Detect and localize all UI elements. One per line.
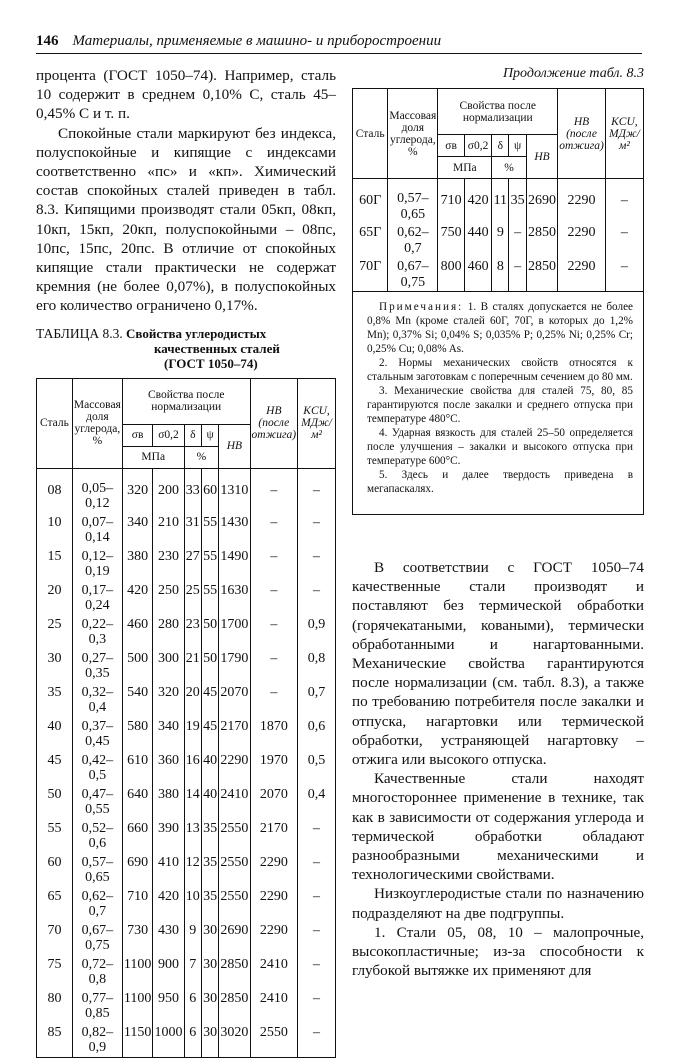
cell-steel: 08	[37, 468, 73, 513]
cell-carbon	[72, 468, 122, 513]
header-hb-annealed: HB (после отжига)	[250, 378, 298, 468]
carbon-min: 0,57–	[397, 191, 429, 206]
cell-carbon	[72, 649, 122, 683]
cell-sigma-b: 1150	[122, 1023, 152, 1058]
table-title-line-1: Свойства углеродистых	[126, 325, 267, 341]
cell-sigma-b: 580	[122, 717, 152, 751]
carbon-min: 0,57–	[81, 854, 114, 870]
cell-hb-annealed: 2290	[558, 223, 606, 257]
cell-psi: 40	[201, 751, 218, 785]
cell-psi: 45	[201, 683, 218, 717]
right-paragraph-3: Низкоуглеродистые стали по назначению подразделяют на две подгруппы.	[352, 885, 644, 922]
header-carbon: Массовая доля углерода, %	[388, 89, 438, 179]
cell-steel: 50	[37, 785, 73, 819]
cell-hb: 2690	[219, 921, 250, 955]
cell-sigma-02: 430	[153, 921, 184, 955]
cell-sigma-02: 230	[153, 547, 184, 581]
cell-hb-annealed: –	[250, 615, 298, 649]
cell-hb-annealed: 2290	[250, 887, 298, 921]
table-row	[37, 581, 336, 615]
note-3: 3. Механические свойства для сталей 75, 80, 85 гарантируются после закалки и среднего отпуска при температуре 480°С.	[367, 385, 633, 425]
cell-sigma-02: 1000	[153, 1023, 184, 1058]
cell-steel: 45	[37, 751, 73, 785]
cell-hb: 2290	[219, 751, 250, 785]
carbon-min: 0,67–	[397, 259, 429, 274]
carbon-min: 0,22–	[81, 616, 114, 632]
cell-hb-annealed: 2070	[250, 785, 298, 819]
cell-sigma-b: 540	[122, 683, 152, 717]
cell-hb: 1700	[219, 615, 250, 649]
cell-carbon	[72, 887, 122, 921]
cell-hb-annealed: –	[250, 649, 298, 683]
cell-psi: –	[509, 257, 526, 292]
header-steel: Сталь	[353, 89, 388, 179]
cell-sigma-02: 360	[153, 751, 184, 785]
cell-sigma-02: 250	[153, 581, 184, 615]
carbon-min: 0,47–	[81, 786, 114, 802]
header-percent: %	[492, 157, 527, 179]
carbon-min: 0,72–	[81, 956, 114, 972]
cell-sigma-b: 640	[122, 785, 152, 819]
table-row	[37, 547, 336, 581]
carbon-min: 0,32–	[81, 684, 114, 700]
cell-sigma-b: 460	[122, 615, 152, 649]
cell-hb: 2690	[526, 179, 557, 224]
right-paragraph-1: В соответствии с ГОСТ 1050–74 качественные стали производят и поставляют без термической обработки (горячекатаными, коваными), термически обработанными и нагартованными. Механические свойства гарантируются после нормализации (см. табл. 8.3), а также по требованию потребителя после закалки и отпуска, нагартовки или термической обработки, устраняющей нагартовку – отжига или высокого отпуска.	[352, 559, 644, 769]
cell-sigma-02: 200	[153, 468, 184, 513]
cell-carbon	[388, 179, 438, 224]
header-hb: HB	[219, 424, 250, 468]
cell-psi: 30	[201, 1023, 218, 1058]
carbon-min: 0,27–	[81, 650, 114, 666]
carbon-max: 0,7	[88, 904, 107, 920]
carbon-max: 0,24	[85, 598, 110, 614]
cell-hb: 2850	[526, 223, 557, 257]
cell-kcu: 0,5	[298, 751, 336, 785]
table-row	[37, 717, 336, 751]
table-row	[37, 989, 336, 1023]
table-row	[37, 921, 336, 955]
cell-delta: 14	[184, 785, 201, 819]
table-row	[353, 223, 644, 257]
cell-kcu: 0,7	[298, 683, 336, 717]
cell-delta: 10	[184, 887, 201, 921]
cell-carbon	[72, 921, 122, 955]
cell-sigma-b: 380	[122, 547, 152, 581]
cell-hb: 2850	[219, 989, 250, 1023]
cell-delta: 9	[184, 921, 201, 955]
carbon-min: 0,82–	[81, 1024, 114, 1040]
cell-psi: 50	[201, 615, 218, 649]
table-label: ТАБЛИЦА 8.3.	[36, 325, 123, 341]
cell-delta: 6	[184, 1023, 201, 1058]
cell-sigma-b: 710	[438, 179, 465, 224]
cell-sigma-02: 300	[153, 649, 184, 683]
header-carbon: Массовая доля углерода, %	[72, 378, 122, 468]
cell-carbon	[72, 513, 122, 547]
cell-steel: 40	[37, 717, 73, 751]
cell-steel: 70	[37, 921, 73, 955]
carbon-min: 0,05–	[81, 480, 114, 496]
cell-hb: 2550	[219, 887, 250, 921]
right-column	[352, 66, 644, 515]
cell-hb-annealed: –	[250, 513, 298, 547]
note-1-text: 1. В сталях допускается не более 0,8% Mn (кроме сталей 60Г, 70Г, в которых до 1,2% Mn); 0,37% Si; 0,04% S; 0,035% P; 0,25% Ni; 0,25% Cr; 0,25% Cu; 0,08% As.	[367, 301, 633, 355]
cell-delta: 25	[184, 581, 201, 615]
cell-steel: 30	[37, 649, 73, 683]
carbon-max: 0,65	[400, 206, 426, 222]
table-title-line-2: качественных сталей	[154, 340, 280, 356]
right-body-text	[352, 558, 644, 980]
cell-steel: 65Г	[353, 223, 388, 257]
cell-sigma-b: 340	[122, 513, 152, 547]
cell-kcu: –	[298, 819, 336, 853]
header-kcu: KCU, МДж/м²	[605, 89, 643, 179]
cell-psi: 55	[201, 581, 218, 615]
cell-hb: 2170	[219, 717, 250, 751]
cell-sigma-02: 320	[153, 683, 184, 717]
carbon-min: 0,17–	[81, 582, 114, 598]
cell-delta: 23	[184, 615, 201, 649]
cell-kcu: –	[298, 887, 336, 921]
cell-hb: 1630	[219, 581, 250, 615]
cell-hb: 2410	[219, 785, 250, 819]
left-paragraph-1: процента (ГОСТ 1050–74). Например, сталь 10 содержит в среднем 0,10% С, сталь 45–0,45% С и т. п.	[36, 67, 336, 123]
cell-kcu: –	[605, 179, 643, 224]
cell-steel: 15	[37, 547, 73, 581]
page-header	[36, 30, 642, 54]
cell-hb-annealed: –	[250, 468, 298, 513]
table-row	[37, 513, 336, 547]
note-4: 4. Ударная вязкость для сталей 25–50 определяется после улучшения – закалки и высокого отпуска при температуре 600°С.	[367, 427, 633, 467]
cell-carbon	[72, 819, 122, 853]
table-row	[37, 853, 336, 887]
cell-psi: 30	[201, 955, 218, 989]
table-row	[37, 468, 336, 513]
notes-label: Примечания:	[379, 301, 464, 313]
cell-hb-annealed: 2290	[558, 257, 606, 292]
table-row	[37, 751, 336, 785]
carbon-min: 0,52–	[81, 820, 114, 836]
header-mpa: МПа	[122, 446, 184, 468]
cell-steel: 55	[37, 819, 73, 853]
cell-hb-annealed: 2410	[250, 955, 298, 989]
cell-kcu: –	[298, 468, 336, 513]
cell-delta: 21	[184, 649, 201, 683]
cell-carbon	[72, 683, 122, 717]
header-properties: Свойства после нормализации	[122, 378, 250, 424]
table-row	[353, 257, 644, 292]
header-hb-annealed: HB (после отжига)	[558, 89, 606, 179]
cell-sigma-b: 710	[122, 887, 152, 921]
cell-carbon	[72, 1023, 122, 1058]
cell-hb-annealed: 2170	[250, 819, 298, 853]
table-row	[353, 179, 644, 224]
header-psi: ψ	[509, 135, 526, 157]
table-row	[37, 785, 336, 819]
cell-steel: 85	[37, 1023, 73, 1058]
header-percent: %	[184, 446, 219, 468]
cell-hb: 2550	[219, 853, 250, 887]
cell-hb: 1490	[219, 547, 250, 581]
cell-delta: 16	[184, 751, 201, 785]
cell-hb: 2850	[219, 955, 250, 989]
cell-psi: 55	[201, 547, 218, 581]
cell-kcu: –	[298, 989, 336, 1023]
note-2: 2. Нормы механических свойств относятся к стальным заготовкам с поперечным сечением до 80 мм.	[367, 357, 633, 383]
cell-kcu: –	[298, 547, 336, 581]
cell-delta: 11	[492, 179, 509, 224]
cell-sigma-02: 950	[153, 989, 184, 1023]
steel-properties-table-continued	[352, 88, 644, 292]
cell-kcu: –	[605, 223, 643, 257]
continuation-label: Продолжение табл. 8.3	[502, 66, 644, 81]
carbon-min: 0,42–	[81, 752, 114, 768]
right-paragraph-2: Качественные стали находят многостороннее применение в технике, так как в зависимости от содержания углерода и термической обработки обладают разнообразными механическими и технологическими свойствами.	[352, 770, 644, 884]
cell-sigma-02: 460	[464, 257, 491, 292]
header-sigma-02: σ0,2	[464, 135, 491, 157]
carbon-max: 0,55	[85, 802, 110, 818]
cell-steel: 60Г	[353, 179, 388, 224]
cell-carbon	[388, 223, 438, 257]
steel-properties-table	[36, 378, 336, 1058]
cell-delta: 8	[492, 257, 509, 292]
header-sigma-b: σв	[438, 135, 465, 157]
cell-sigma-b: 420	[122, 581, 152, 615]
cell-sigma-b: 800	[438, 257, 465, 292]
cell-psi: 30	[201, 921, 218, 955]
cell-delta: 6	[184, 989, 201, 1023]
carbon-min: 0,62–	[81, 888, 114, 904]
cell-delta: 7	[184, 955, 201, 989]
carbon-max: 0,35	[85, 666, 110, 682]
cell-delta: 27	[184, 547, 201, 581]
cell-hb: 1310	[219, 468, 250, 513]
cell-hb-annealed: 2290	[250, 921, 298, 955]
carbon-max: 0,75	[400, 274, 426, 290]
cell-kcu: –	[605, 257, 643, 292]
header-delta: δ	[184, 424, 201, 446]
cell-psi: 35	[201, 853, 218, 887]
cell-carbon	[72, 717, 122, 751]
cell-hb-annealed: 2550	[250, 1023, 298, 1058]
cell-delta: 12	[184, 853, 201, 887]
cell-sigma-b: 690	[122, 853, 152, 887]
cell-psi: 40	[201, 785, 218, 819]
cell-sigma-02: 410	[153, 853, 184, 887]
cell-psi: –	[509, 223, 526, 257]
carbon-min: 0,07–	[81, 514, 114, 530]
header-hb: HB	[526, 135, 557, 179]
cell-sigma-02: 420	[153, 887, 184, 921]
cell-psi: 35	[201, 887, 218, 921]
table-row	[37, 887, 336, 921]
cell-sigma-b: 730	[122, 921, 152, 955]
cell-kcu: –	[298, 513, 336, 547]
cell-carbon	[72, 853, 122, 887]
cell-sigma-b: 1100	[122, 955, 152, 989]
carbon-max: 0,75	[85, 938, 110, 954]
cell-hb-annealed: 1970	[250, 751, 298, 785]
header-kcu: KCU, МДж/м²	[298, 378, 336, 468]
cell-psi: 30	[201, 989, 218, 1023]
header-steel: Сталь	[37, 378, 73, 468]
cell-hb-annealed: –	[250, 547, 298, 581]
carbon-max: 0,8	[88, 972, 107, 988]
header-delta: δ	[492, 135, 509, 157]
note-5: 5. Здесь и далее твердость приведена в мегапаскалях.	[367, 469, 633, 495]
table-title-line-3: (ГОСТ 1050–74)	[164, 355, 258, 371]
cell-sigma-b: 750	[438, 223, 465, 257]
carbon-min: 0,67–	[81, 922, 114, 938]
running-title: Материалы, применяемые в машино- и приборостроении	[72, 33, 442, 49]
table-row	[37, 615, 336, 649]
carbon-max: 0,12	[85, 496, 110, 512]
cell-psi: 60	[201, 468, 218, 513]
cell-kcu: –	[298, 853, 336, 887]
cell-hb-annealed: 1870	[250, 717, 298, 751]
cell-sigma-02: 900	[153, 955, 184, 989]
left-paragraph-2: Спокойные стали маркируют без индекса, полуспокойные и кипящие с индексами соответственно «пс» и «кп». Химический состав спокойных сталей приведен в табл. 8.3. Кипящими производят стали 05кп, 08кп, 10кп, 15кп, 20кп, полуспокойными – 08пс, 10пс, 15пс, 20пс. В отличие от спокойных кипящие стали практически не содержат кремния (не более 0,07%), в полуспокойных его количество ограничено 0,17%.	[36, 124, 336, 315]
table-row	[37, 1023, 336, 1058]
cell-kcu: 0,4	[298, 785, 336, 819]
carbon-min: 0,62–	[397, 225, 429, 240]
cell-steel: 25	[37, 615, 73, 649]
carbon-min: 0,12–	[81, 548, 114, 564]
cell-delta: 9	[492, 223, 509, 257]
cell-steel: 20	[37, 581, 73, 615]
cell-carbon	[72, 581, 122, 615]
header-properties: Свойства после нормализации	[438, 89, 558, 135]
cell-sigma-b: 660	[122, 819, 152, 853]
cell-sigma-02: 390	[153, 819, 184, 853]
cell-carbon	[72, 989, 122, 1023]
cell-sigma-b: 1100	[122, 989, 152, 1023]
cell-hb-annealed: –	[250, 683, 298, 717]
cell-steel: 80	[37, 989, 73, 1023]
table-caption	[36, 326, 336, 371]
left-column	[36, 66, 336, 1058]
carbon-max: 0,65	[85, 870, 110, 886]
cell-steel: 35	[37, 683, 73, 717]
cell-delta: 31	[184, 513, 201, 547]
header-mpa: МПа	[438, 157, 492, 179]
carbon-min: 0,77–	[81, 990, 114, 1006]
cell-hb: 1430	[219, 513, 250, 547]
cell-kcu: –	[298, 955, 336, 989]
cell-kcu: –	[298, 1023, 336, 1058]
cell-hb-annealed: 2290	[558, 179, 606, 224]
carbon-max: 0,7	[404, 240, 422, 256]
carbon-max: 0,5	[88, 768, 107, 784]
table-row	[37, 819, 336, 853]
right-paragraph-4: 1. Стали 05, 08, 10 – малопрочные, высокопластичные; из-за способности к глубокой вытяжке их применяют для	[352, 923, 644, 980]
carbon-max: 0,45	[85, 734, 110, 750]
cell-hb: 2850	[526, 257, 557, 292]
cell-hb: 2070	[219, 683, 250, 717]
cell-hb-annealed: 2410	[250, 989, 298, 1023]
cell-hb-annealed: 2290	[250, 853, 298, 887]
cell-carbon	[72, 751, 122, 785]
carbon-max: 0,19	[85, 564, 110, 580]
carbon-max: 0,14	[85, 530, 110, 546]
cell-steel: 10	[37, 513, 73, 547]
table-row	[37, 683, 336, 717]
cell-steel: 65	[37, 887, 73, 921]
cell-delta: 19	[184, 717, 201, 751]
cell-steel: 70Г	[353, 257, 388, 292]
cell-hb: 3020	[219, 1023, 250, 1058]
cell-carbon	[72, 785, 122, 819]
cell-hb: 2550	[219, 819, 250, 853]
cell-hb: 1790	[219, 649, 250, 683]
cell-sigma-02: 280	[153, 615, 184, 649]
table-row	[37, 955, 336, 989]
carbon-max: 0,4	[88, 700, 107, 716]
cell-delta: 13	[184, 819, 201, 853]
cell-carbon	[72, 955, 122, 989]
page-number: 146	[36, 33, 59, 49]
carbon-min: 0,37–	[81, 718, 114, 734]
cell-psi: 35	[201, 819, 218, 853]
cell-sigma-02: 380	[153, 785, 184, 819]
header-psi: ψ	[201, 424, 218, 446]
cell-kcu: 0,8	[298, 649, 336, 683]
header-sigma-02: σ0,2	[153, 424, 184, 446]
cell-kcu: –	[298, 581, 336, 615]
table-row	[37, 649, 336, 683]
cell-kcu: 0,9	[298, 615, 336, 649]
header-sigma-b: σв	[122, 424, 152, 446]
table-notes	[352, 292, 644, 515]
cell-kcu: 0,6	[298, 717, 336, 751]
cell-sigma-b: 500	[122, 649, 152, 683]
cell-psi: 50	[201, 649, 218, 683]
cell-sigma-02: 440	[464, 223, 491, 257]
cell-delta: 33	[184, 468, 201, 513]
cell-carbon	[388, 257, 438, 292]
carbon-max: 0,85	[85, 1006, 110, 1022]
cell-psi: 45	[201, 717, 218, 751]
cell-delta: 20	[184, 683, 201, 717]
cell-steel: 60	[37, 853, 73, 887]
cell-sigma-02: 420	[464, 179, 491, 224]
carbon-max: 0,6	[88, 836, 107, 852]
cell-hb-annealed: –	[250, 581, 298, 615]
carbon-max: 0,9	[88, 1040, 107, 1056]
cell-carbon	[72, 615, 122, 649]
carbon-max: 0,3	[88, 632, 107, 648]
cell-psi: 55	[201, 513, 218, 547]
cell-sigma-02: 340	[153, 717, 184, 751]
note-1	[367, 300, 633, 356]
cell-steel: 75	[37, 955, 73, 989]
cell-sigma-b: 610	[122, 751, 152, 785]
cell-psi: 35	[509, 179, 526, 224]
cell-kcu: –	[298, 921, 336, 955]
cell-sigma-b: 320	[122, 468, 152, 513]
cell-sigma-02: 210	[153, 513, 184, 547]
cell-carbon	[72, 547, 122, 581]
